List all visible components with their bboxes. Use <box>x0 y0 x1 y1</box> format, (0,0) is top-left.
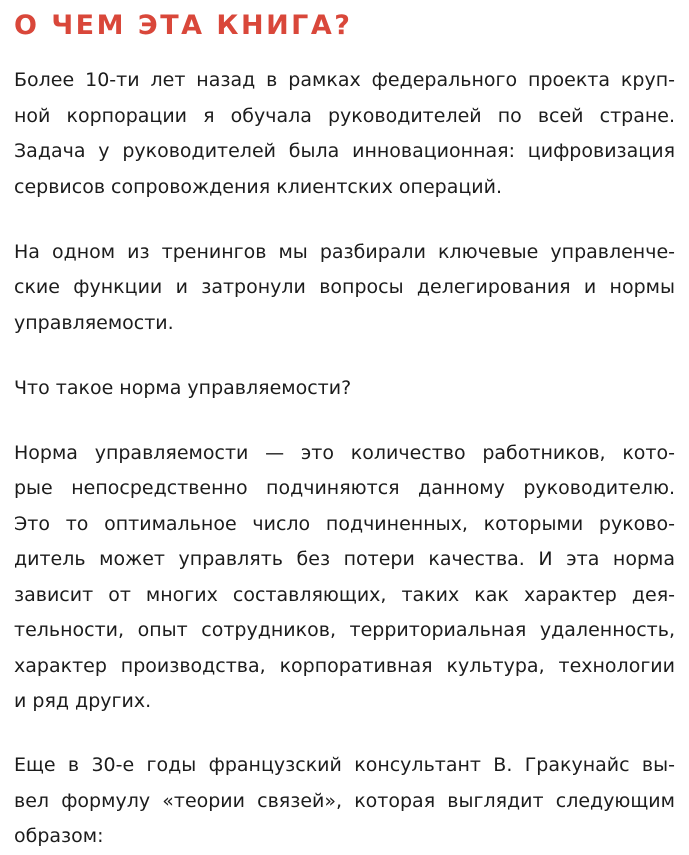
paragraph-line: Задача у руководителей была инновационная: цифровизация <box>14 140 675 162</box>
paragraph-question <box>14 371 675 407</box>
paragraph-line: и ряд других. <box>14 690 152 712</box>
paragraph-line: управляемости. <box>14 311 174 334</box>
paragraph-training <box>14 235 675 342</box>
paragraph-line: Что такое норма управляемости? <box>14 376 352 399</box>
paragraph-spacer <box>14 341 675 371</box>
paragraph-line: дитель может управлять без потери качества. И эта норма <box>14 548 675 570</box>
paragraph-line: ной корпорации я обучала руководителей по всей стране. <box>14 104 675 127</box>
paragraph-line: ские функции и затронули вопросы делегирования и нормы <box>14 276 675 298</box>
paragraph-line: вел формулу «теории связей», которая выглядит следующим <box>14 789 675 812</box>
paragraph-line: Еще в 30-е годы французский консультант В. Гракунайс вы- <box>14 754 675 776</box>
paragraph-line: тельности, опыт сотрудников, территориальная удаленность, <box>14 619 675 641</box>
chapter-heading: О ЧЕМ ЭТА КНИГА? <box>14 10 353 41</box>
paragraph-spacer <box>14 720 675 749</box>
paragraph-line: Норма управляемости — это количество работников, кото- <box>14 441 675 464</box>
paragraph-line: образом: <box>14 825 104 847</box>
paragraph-intro <box>14 63 675 205</box>
paragraph-line: Это то оптимальное число подчиненных, которыми руково- <box>14 512 675 535</box>
paragraph-line: зависит от многих составляющих, таких как характер дея- <box>14 583 675 606</box>
paragraph-spacer <box>14 406 675 436</box>
paragraph-line: характер производства, корпоративная культура, технологии <box>14 654 675 677</box>
paragraph-line: рые непосредственно подчиняются данному руководителю. <box>14 477 675 499</box>
paragraph-line: Более 10-ти лет назад в рамках федерального проекта круп- <box>14 69 675 91</box>
paragraph-graicunas <box>14 748 675 855</box>
paragraph-spacer <box>14 205 675 235</box>
paragraph-definition <box>14 436 675 720</box>
paragraph-line: На одном из тренингов мы разбирали ключевые управленче- <box>14 240 675 263</box>
paragraph-line: сервисов сопровождения клиентских операций. <box>14 175 503 198</box>
